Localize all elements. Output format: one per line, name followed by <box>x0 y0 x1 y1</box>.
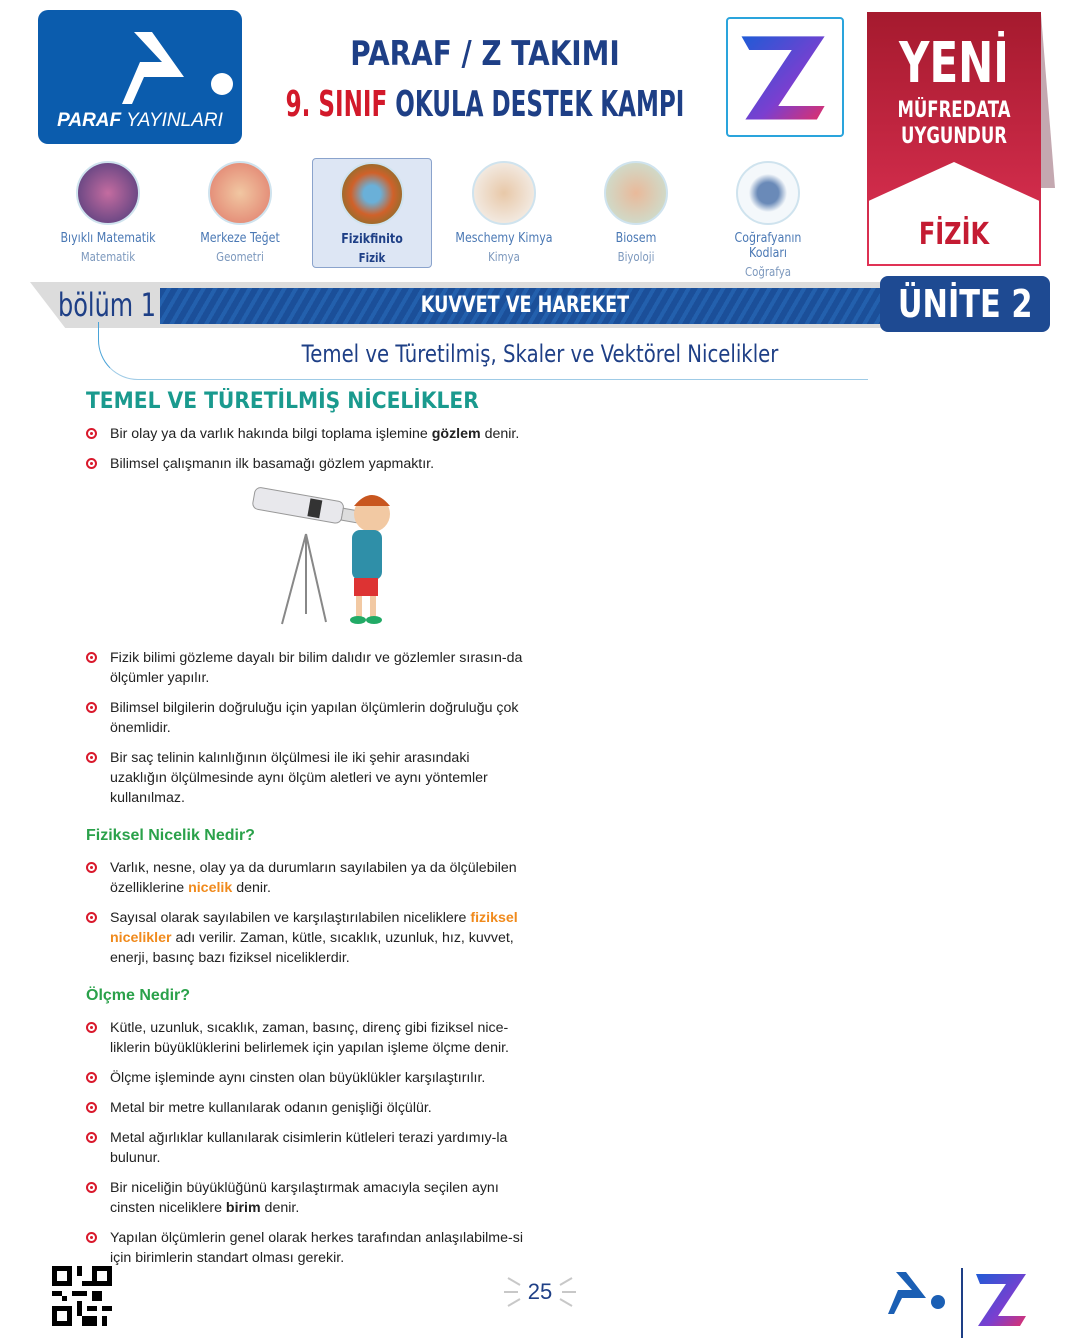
bullet-icon <box>86 1022 97 1033</box>
text: Metal bir metre kullanılarak odanın genişliği ölçülür. <box>110 1100 432 1116</box>
avatar <box>472 161 536 225</box>
section-heading: TEMEL VE TÜRETİLMİŞ NİCELİKLER <box>86 389 479 414</box>
team-item-cografya[interactable] <box>708 158 828 279</box>
bullet-icon <box>86 1072 97 1083</box>
team-subject: Fizik <box>358 251 386 265</box>
camp-label: OKULA DESTEK KAMPI <box>395 84 685 125</box>
page-number <box>500 1270 580 1314</box>
ribbon-new: YENİ <box>899 31 1009 96</box>
text: Fizik bilimi gözleme dayalı bir bilim dalıdır ve gözlemler sırasın-da ölçümler yapılır. <box>110 650 523 686</box>
bullet-icon <box>86 652 97 663</box>
list-item <box>86 698 526 738</box>
subheading: Fiziksel Nicelik Nedir? <box>86 827 255 844</box>
text: Sayısal olarak sayılabilen ve karşılaştırılabilen niceliklere <box>110 910 471 926</box>
bullet-icon <box>86 458 97 469</box>
publisher-name: PARAF <box>57 110 122 131</box>
ribbon-curriculum: MÜFREDATA <box>897 98 1011 123</box>
team-subject: Biyoloji <box>617 250 655 264</box>
list-item <box>86 748 526 808</box>
team-name: Fizikfinito <box>341 232 403 247</box>
bullet-icon <box>86 428 97 439</box>
text: Yapılan ölçümlerin genel olarak herkes tarafından anlaşılabilme-si için birimlerin standart olması gerekir. <box>110 1230 523 1266</box>
z-logo-icon <box>728 19 842 135</box>
child-telescope-icon <box>86 484 526 634</box>
avatar <box>736 161 800 225</box>
bullet-icon <box>86 1182 97 1193</box>
paraf-mark-icon <box>122 32 242 112</box>
page-subtitle <box>229 84 741 125</box>
bullet-icon <box>86 1232 97 1243</box>
text: Metal ağırlıklar kullanılarak cisimlerin kütleleri terazi yardımıy-la bulunur. <box>110 1130 508 1166</box>
unit-badge <box>880 276 1050 332</box>
team-subject: Geometri <box>216 250 264 264</box>
page-title: PARAF / Z TAKIMI <box>350 34 620 74</box>
paraf-logo <box>38 10 242 144</box>
team-item-biyoloji[interactable] <box>576 158 696 268</box>
text: Bir olay ya da varlık hakında bilgi toplama işlemine <box>110 426 432 442</box>
list-item <box>86 648 526 688</box>
lesson-subtitle: Temel ve Türetilmiş, Skaler ve Vektörel Nicelikler <box>301 340 779 368</box>
list-item <box>86 1098 526 1118</box>
unit-label: ÜNİTE 2 <box>897 282 1033 326</box>
team-name: Merkeze Teğet <box>200 231 280 246</box>
section-label: bölüm 1 <box>58 286 157 324</box>
bullet-icon <box>86 862 97 873</box>
list-item <box>86 424 526 444</box>
team-name: Meschemy Kimya <box>455 231 553 246</box>
term: fiziksel nicelikler <box>110 910 518 946</box>
team-item-kimya[interactable] <box>444 158 564 268</box>
team-item-geometri[interactable] <box>180 158 300 268</box>
team-name: Biosem <box>615 231 657 246</box>
term: gözlem <box>431 426 481 442</box>
list-item <box>86 858 526 898</box>
list-item <box>86 1018 526 1058</box>
team-name: Coğrafyanın Kodları <box>734 231 802 261</box>
footer-logos-icon <box>886 1268 1036 1338</box>
term: nicelik <box>188 880 233 896</box>
team-subject: Coğrafya <box>745 265 791 279</box>
text: Bir niceliğin büyüklüğünü karşılaştırmak amacıyla seçilen aynı cinsten niceliklere <box>110 1180 499 1216</box>
content <box>86 389 526 1278</box>
ribbon-compliant: UYGUNDUR <box>901 124 1007 149</box>
text: Kütle, uzunluk, sıcaklık, zaman, basınç, direnç gibi fiziksel nice-liklerin büyüklüklerini belirlemek için yapılan işleme ölçme denir. <box>110 1020 509 1056</box>
text: adı verilir. Zaman, kütle, sıcaklık, uzunluk, hız, kuvvet, enerji, basınç bazı fiziksel niceliklerdir. <box>110 930 514 966</box>
term: birim <box>225 1200 261 1216</box>
text: Bilimsel bilgilerin doğruluğu için yapılan ölçümlerin doğruluğu çok önemlidir. <box>110 700 519 736</box>
curriculum-ribbon <box>867 12 1041 266</box>
bullet-icon <box>86 1132 97 1143</box>
list-item <box>86 908 526 968</box>
text: Ölçme işleminde aynı cinsten olan büyüklükler karşılaştırılır. <box>110 1070 486 1086</box>
grade-label: 9. SINIF <box>285 84 388 125</box>
text: Bilimsel çalışmanın ilk basamağı gözlem yapmaktır. <box>110 456 435 472</box>
text: denir. <box>260 1200 300 1216</box>
topic-title: KUVVET VE HAREKET <box>420 293 630 318</box>
team-subject: Kimya <box>488 250 520 264</box>
avatar <box>340 162 404 226</box>
list-item <box>86 1068 526 1088</box>
text: denir. <box>232 880 271 896</box>
text: Varlık, nesne, olay ya da durumların sayılabilen ya da ölçülebilen özelliklerine <box>110 860 517 896</box>
team-item-fizik[interactable] <box>312 158 432 268</box>
bullet-icon <box>86 702 97 713</box>
text: Bir saç telinin kalınlığının ölçülmesi ile iki şehir arasındaki uzaklığın ölçülmesinde aynı ölçüm aletleri ve aynı yöntemler kullanılmaz. <box>110 750 488 806</box>
z-team-logo <box>726 17 844 137</box>
team-subject: Matematik <box>80 250 136 264</box>
team-item-matematik[interactable] <box>48 158 168 268</box>
page-number-text: 25 <box>527 1279 553 1304</box>
bullet-icon <box>86 1102 97 1113</box>
publisher-suffix: YAYINLARI <box>126 110 223 131</box>
qr-code-icon[interactable] <box>52 1266 112 1326</box>
team-name: Bıyıklı Matematik <box>60 231 156 246</box>
list-item <box>86 1178 526 1218</box>
avatar <box>76 161 140 225</box>
bullet-icon <box>86 912 97 923</box>
list-item <box>86 454 526 474</box>
bullet-icon <box>86 752 97 763</box>
list-item <box>86 1128 526 1168</box>
telescope-illustration <box>86 484 526 634</box>
list-item <box>86 1228 526 1268</box>
avatar <box>604 161 668 225</box>
text: denir. <box>480 426 520 442</box>
subheading: Ölçme Nedir? <box>86 987 191 1004</box>
avatar <box>208 161 272 225</box>
ribbon-subject: FİZİK <box>918 217 990 252</box>
